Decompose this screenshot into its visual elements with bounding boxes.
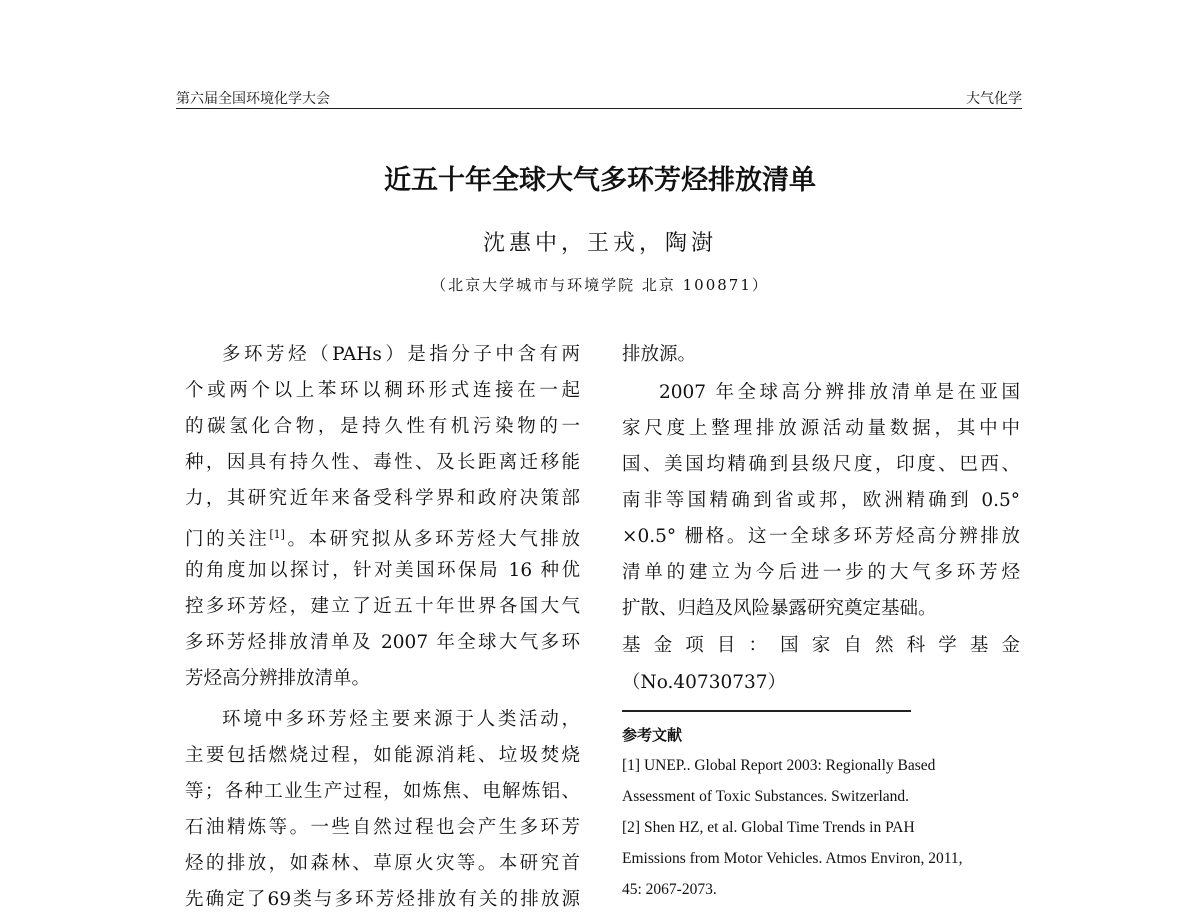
body-line (185, 523, 580, 552)
header-rule (176, 108, 1022, 109)
body-line: 的碳氢化合物，是持久性有机污染物的一 (185, 416, 580, 437)
reference-line: 45: 2067-2073. (622, 881, 717, 898)
body-line: 力，其研究近年来备受科学界和政府决策部 (185, 488, 580, 509)
references-heading: 参考文献 (622, 726, 683, 744)
body-line: 清单的建立为今后进一步的大气多环芳烃 (622, 562, 1020, 583)
body-line: 南非等国精确到省或邦，欧洲精确到 0.5° (622, 490, 1020, 511)
affiliation: （北京大学城市与环境学院 北京 100871） (431, 276, 769, 294)
funding-number: （No.40730737） (622, 672, 787, 693)
body-line: ×0.5° 栅格。这一全球多环芳烃高分辨排放 (622, 526, 1020, 547)
body-line: 烃的排放，如森林、草原火灾等。本研究首 (185, 853, 580, 874)
running-header-section: 大气化学 (966, 91, 1022, 107)
reference-line: Emissions from Motor Vehicles. Atmos Environ, 2011, (622, 850, 963, 867)
body-line: 控多环芳烃，建立了近五十年世界各国大气 (185, 596, 580, 617)
body-line: 芳烃高分辨排放清单。 (185, 668, 371, 689)
body-text: 。本研究拟从多环芳烃大气排放 (284, 529, 580, 551)
body-line: 的角度加以探讨，针对美国环保局 16 种优 (185, 560, 580, 581)
body-line: 2007 年全球高分辨排放清单是在亚国 (659, 382, 1020, 403)
body-line: 主要包括燃烧过程，如能源消耗、垃圾焚烧 (185, 745, 580, 766)
body-line: 个或两个以上苯环以稠环形式连接在一起 (185, 380, 580, 401)
body-line: 种，因具有持久性、毒性、及长距离迁移能 (185, 452, 580, 473)
body-line: 等；各种工业生产过程，如炼焦、电解炼铝、 (185, 781, 580, 802)
body-line: 国、美国均精确到县级尺度，印度、巴西、 (622, 454, 1020, 475)
body-line: 排放源。 (622, 344, 697, 365)
authors: 沈惠中，王戎，陶澍 (482, 231, 717, 256)
reference-line: [1] UNEP.. Global Report 2003: Regionally Based (622, 757, 936, 774)
body-line: 环境中多环芳烃主要来源于人类活动， (222, 709, 580, 730)
running-header-conference: 第六届全国环境化学大会 (176, 91, 330, 107)
paper-title: 近五十年全球大气多环芳烃排放清单 (384, 165, 816, 196)
citation-1: [1] (269, 528, 285, 541)
body-line: 石油精炼等。一些自然过程也会产生多环芳 (185, 817, 580, 838)
body-line: 多环芳烃排放清单及 2007 年全球大气多环 (185, 632, 580, 653)
reference-line: [2] Shen HZ, et al. Global Time Trends in PAH (622, 819, 915, 836)
body-text: 门的关注 (185, 529, 270, 551)
references-rule (622, 710, 911, 712)
body-line: 先确定了69类与多环芳烃排放有关的排放源 (185, 889, 580, 910)
body-line: 扩散、归趋及风险暴露研究奠定基础。 (622, 598, 937, 619)
funding-line: 基 金 项 目 ： 国 家 自 然 科 学 基 金 (622, 635, 1020, 656)
body-line: 多环芳烃（PAHs）是指分子中含有两 (222, 344, 580, 365)
body-line: 家尺度上整理排放源活动量数据，其中中 (622, 418, 1020, 439)
reference-line: Assessment of Toxic Substances. Switzerland. (622, 788, 910, 805)
